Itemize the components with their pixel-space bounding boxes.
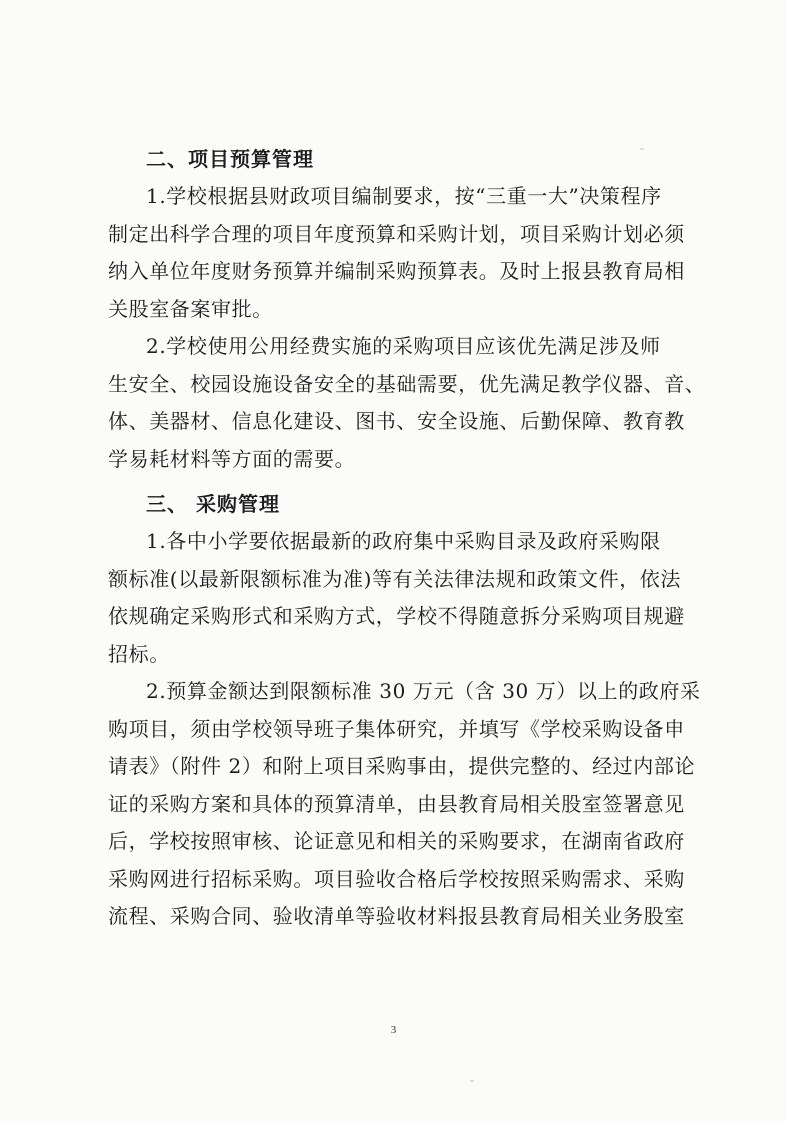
section-heading-procurement: 三、 采购管理 <box>146 492 280 516</box>
text-line: 依规确定采购形式和采购方式，学校不得随意拆分采购项目规避 <box>108 604 685 628</box>
text-line: 关股室备案审批。 <box>108 296 273 321</box>
text-line: 招标。 <box>108 641 170 666</box>
paragraph-budget-1 <box>108 178 698 328</box>
section-heading-budget: 二、项目预算管理 <box>146 147 314 171</box>
paragraph-procurement-2 <box>108 673 701 936</box>
text-line: 证的采购方案和具体的预算清单，由县教育局相关股室签署意见 <box>108 791 685 816</box>
text-line: 学易耗材料等方面的需要。 <box>108 446 356 471</box>
document-body <box>108 141 706 936</box>
text-line: 采购网进行招标采购。项目验收合格后学校按照采购需求、采购 <box>108 866 685 891</box>
text-line: 纳入单位年度财务预算并编制采购预算表。及时上报县教育局相 <box>108 259 685 283</box>
text-line: 2.学校使用公用经费实施的采购项目应该优先满足涉及师 <box>146 334 661 358</box>
scan-speck <box>640 148 644 150</box>
scan-speck <box>470 1080 474 1082</box>
text-line: 2.预算金额达到限额标准 30 万元（含 30 万）以上的政府采 <box>146 679 701 703</box>
page-number: 3 <box>390 1024 397 1036</box>
text-line: 购项目，须由学校领导班子集体研究，并填写《学校采购设备申 <box>108 716 685 741</box>
text-line: 制定出科学合理的项目年度预算和采购计划，项目采购计划必须 <box>108 221 685 246</box>
text-line: 1.各中小学要依据最新的政府集中采购目录及政府采购限 <box>146 529 661 553</box>
text-line: 流程、采购合同、验收清单等验收材料报县教育局相关业务股室 <box>108 904 685 928</box>
text-line: 1.学校根据县财政项目编制要求，按“三重一大”决策程序 <box>146 184 662 208</box>
text-line: 额标准(以最新限额标准为准)等有关法律法规和政策文件，依法 <box>108 566 682 591</box>
text-line: 生安全、校园设施设备安全的基础需要，优先满足教学仪器、音、 <box>108 371 706 396</box>
text-line: 体、美器材、信息化建设、图书、安全设施、后勤保障、教育教 <box>108 409 685 433</box>
text-line: 后，学校按照审核、论证意见和相关的采购要求，在湖南省政府 <box>108 829 685 853</box>
paragraph-budget-2 <box>108 328 706 478</box>
text-line: 请表》（附件 2）和附上项目采购事由，提供完整的、经过内部论 <box>108 754 696 778</box>
paragraph-procurement-1 <box>108 523 698 673</box>
